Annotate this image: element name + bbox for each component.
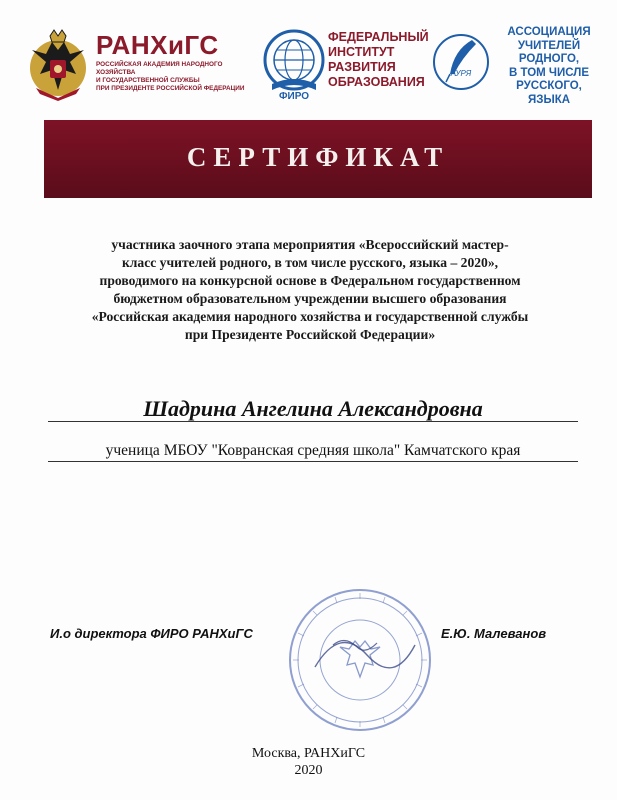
ranepa-subtitle-line: ПРИ ПРЕЗИДЕНТЕ РОССИЙСКОЙ ФЕДЕРАЦИИ: [96, 85, 245, 92]
title-banner: [44, 120, 592, 198]
feather-quill-icon: [432, 30, 490, 94]
footer-place: Москва, РАНХиГС: [251, 746, 366, 761]
firo-title-line: ОБРАЗОВАНИЯ: [328, 75, 425, 89]
aurya-title-line: ЯЗЫКА: [527, 93, 571, 106]
signatory-position: И.о директора ФИРО РАНХиГС: [50, 626, 253, 641]
certificate-title: СЕРТИФИКАТ: [186, 142, 450, 172]
aurya-title-line: РУССКОГО,: [516, 80, 582, 92]
ranepa-subtitle: [96, 61, 256, 93]
firo-logo: [262, 26, 432, 110]
ranepa-subtitle-line: И ГОСУДАРСТВЕННОЙ СЛУЖБЫ: [96, 77, 200, 84]
aurya-title: [490, 26, 608, 107]
ranepa-logo: [26, 28, 246, 108]
description-line: проводимого на конкурсной основе в Федеральном государственном: [99, 273, 521, 288]
globe-emblem-icon: [262, 28, 326, 102]
firo-emblem-label: ФИРО: [278, 91, 310, 102]
certificate-footer: [0, 745, 617, 779]
description-line: «Российская академия народного хозяйства и государственной службы: [91, 309, 529, 324]
aurya-title-line: УЧИТЕЛЕЙ: [517, 39, 581, 52]
aurya-logo: [432, 24, 612, 114]
aurya-title-line: АССОЦИАЦИЯ: [507, 26, 591, 38]
footer-year: 2020: [294, 763, 323, 778]
description-line: класс учителей родного, в том числе русского, языка – 2020»,: [121, 255, 499, 270]
description-line: участника заочного этапа мероприятия «Всероссийский мастер-: [111, 237, 509, 252]
signatory-name: Е.Ю. Малеванов: [441, 626, 547, 641]
aurya-emblem-label: АУРЯ: [450, 69, 472, 78]
firo-title-line: ФЕДЕРАЛЬНЫЙ: [328, 30, 429, 44]
ranepa-subtitle-line: РОССИЙСКАЯ АКАДЕМИЯ НАРОДНОГО ХОЗЯЙСТВА: [96, 61, 223, 76]
aurya-title-line: В ТОМ ЧИСЛЕ: [508, 66, 590, 79]
certificate-description: [40, 236, 580, 344]
description-line: бюджетном образовательном учреждении высшего образования: [113, 291, 507, 306]
double-headed-eagle-icon: [26, 28, 90, 102]
recipient-role: ученица МБОУ "Ковранская средняя школа" Камчатского края: [48, 441, 578, 462]
logos-header: [0, 24, 617, 114]
firo-title: [328, 30, 429, 90]
aurya-title-line: РОДНОГО,: [518, 53, 580, 65]
recipient-name: Шадрина Ангелина Александровна: [48, 397, 578, 422]
firo-title-line: РАЗВИТИЯ: [328, 60, 396, 74]
description-line: при Президенте Российской Федерации»: [184, 327, 436, 342]
official-seal-icon: [285, 585, 435, 735]
ranepa-name: РАНХиГС: [96, 30, 219, 60]
firo-title-line: ИНСТИТУТ: [328, 45, 395, 59]
